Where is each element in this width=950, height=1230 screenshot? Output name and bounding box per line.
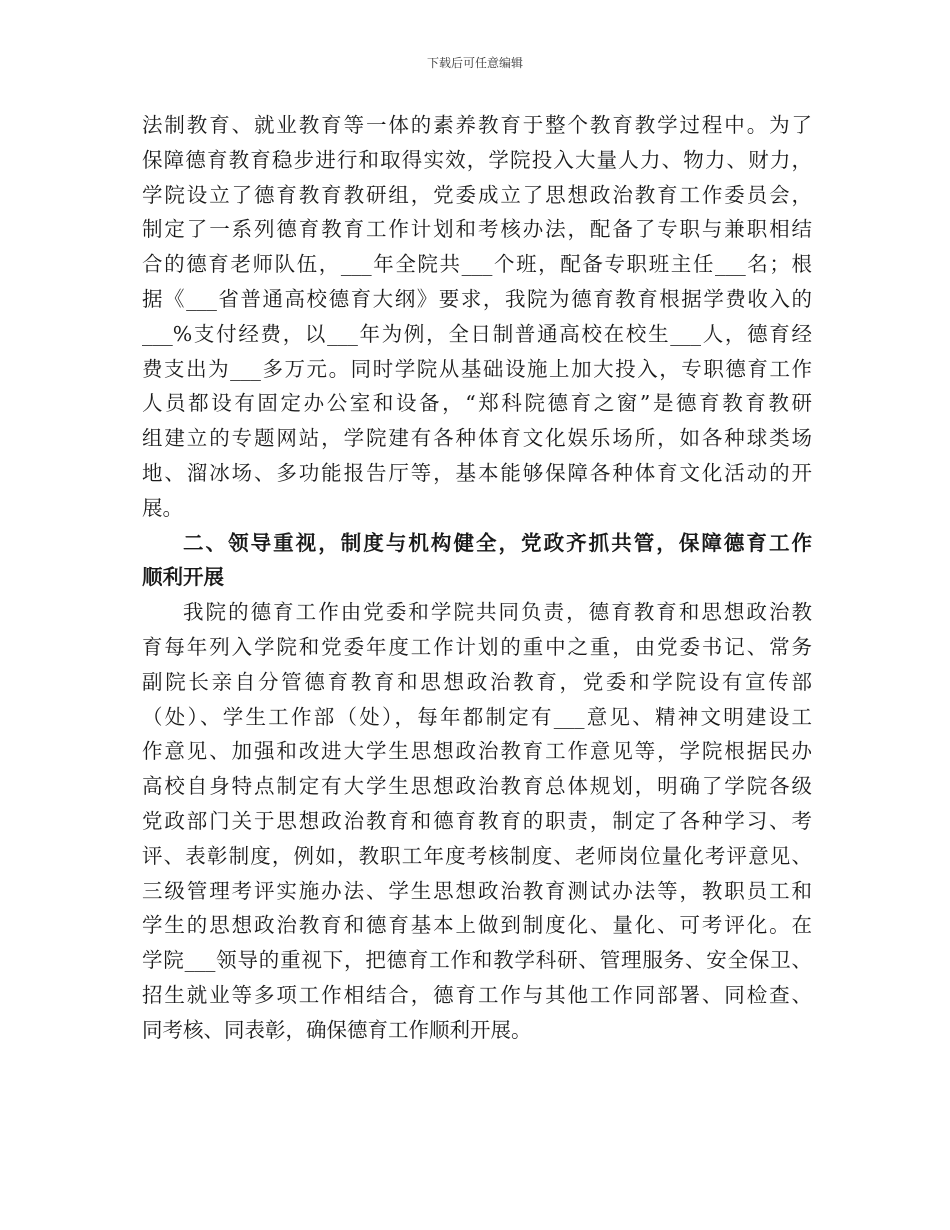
- paragraph-line: 人员都设有固定办公室和设备，“郑科院德育之窗”是德育教育教研: [142, 391, 812, 416]
- paragraph-1: [142, 108, 812, 526]
- paragraph-2: [142, 595, 812, 1047]
- paragraph-line: 高校自身特点制定有大学生思想政治教育总体规划，明确了学院各级: [142, 774, 812, 799]
- paragraph-line: 三级管理考评实施办法、学生思想政治教育测试办法等，教职员工和: [142, 878, 812, 903]
- paragraph-line: 同考核、同表彰，确保德育工作顺利开展。: [142, 1017, 532, 1042]
- document-body: [142, 108, 812, 1048]
- paragraph-line: 评、表彰制度，例如，教职工年度考核制度、老师岗位量化考评意见、: [142, 843, 812, 868]
- paragraph-line: 费支出为___多万元。同时学院从基础设施上加大投入，专职德育工作: [142, 356, 812, 381]
- paragraph-line: 展。: [142, 495, 183, 520]
- heading-line: 二、领导重视，制度与机构健全，党政齐抓共管，保障德育工作: [183, 530, 812, 555]
- paragraph-line: 学院设立了德育教育教研组，党委成立了思想政治教育工作委员会，: [142, 182, 812, 207]
- paragraph-line: 作意见、加强和改进大学生思想政治教育工作意见等，学院根据民办: [142, 739, 812, 764]
- paragraph-line: 我院的德育工作由党委和学院共同负责，德育教育和思想政治教: [183, 600, 812, 625]
- paragraph-line: ___%支付经费，以___年为例，全日制普通高校在校生___人，德育经: [142, 321, 812, 346]
- paragraph-line: 法制教育、就业教育等一体的素养教育于整个教育教学过程中。为了: [142, 113, 812, 137]
- paragraph-line: 副院长亲自分管德育教育和思想政治教育，党委和学院设有宣传部: [142, 669, 812, 694]
- paragraph-line: 合的德育老师队伍，___年全院共___个班，配备专职班主任___名；根: [142, 252, 812, 277]
- page-header: 下载后可任意编辑: [426, 56, 523, 70]
- paragraph-line: 地、溜冰场、多功能报告厅等，基本能够保障各种体育文化活动的开: [142, 460, 812, 485]
- paragraph-line: （处）、学生工作部（处），每年都制定有___意见、精神文明建设工: [142, 704, 812, 729]
- paragraph-line: 制定了一系列德育教育工作计划和考核办法，配备了专职与兼职相结: [142, 217, 812, 242]
- paragraph-line: 育每年列入学院和党委年度工作计划的重中之重，由党委书记、常务: [142, 634, 812, 659]
- paragraph-line: 招生就业等多项工作相结合，德育工作与其他工作同部署、同检查、: [142, 982, 812, 1007]
- paragraph-line: 保障德育教育稳步进行和取得实效，学院投入大量人力、物力、财力，: [142, 147, 812, 172]
- paragraph-line: 据《___省普通高校德育大纲》要求，我院为德育教育根据学费收入的: [142, 286, 812, 311]
- paragraph-line: 党政部门关于思想政治教育和德育教育的职责，制定了各种学习、考: [142, 808, 812, 833]
- paragraph-line: 学生的思想政治教育和德育基本上做到制度化、量化、可考评化。在: [142, 913, 812, 938]
- paragraph-line: 组建立的专题网站，学院建有各种体育文化娱乐场所，如各种球类场: [142, 426, 812, 451]
- section-heading-2: [142, 526, 812, 596]
- heading-line: 顺利开展: [142, 565, 224, 590]
- paragraph-line: 学院___领导的重视下，把德育工作和教学科研、管理服务、安全保卫、: [142, 948, 812, 973]
